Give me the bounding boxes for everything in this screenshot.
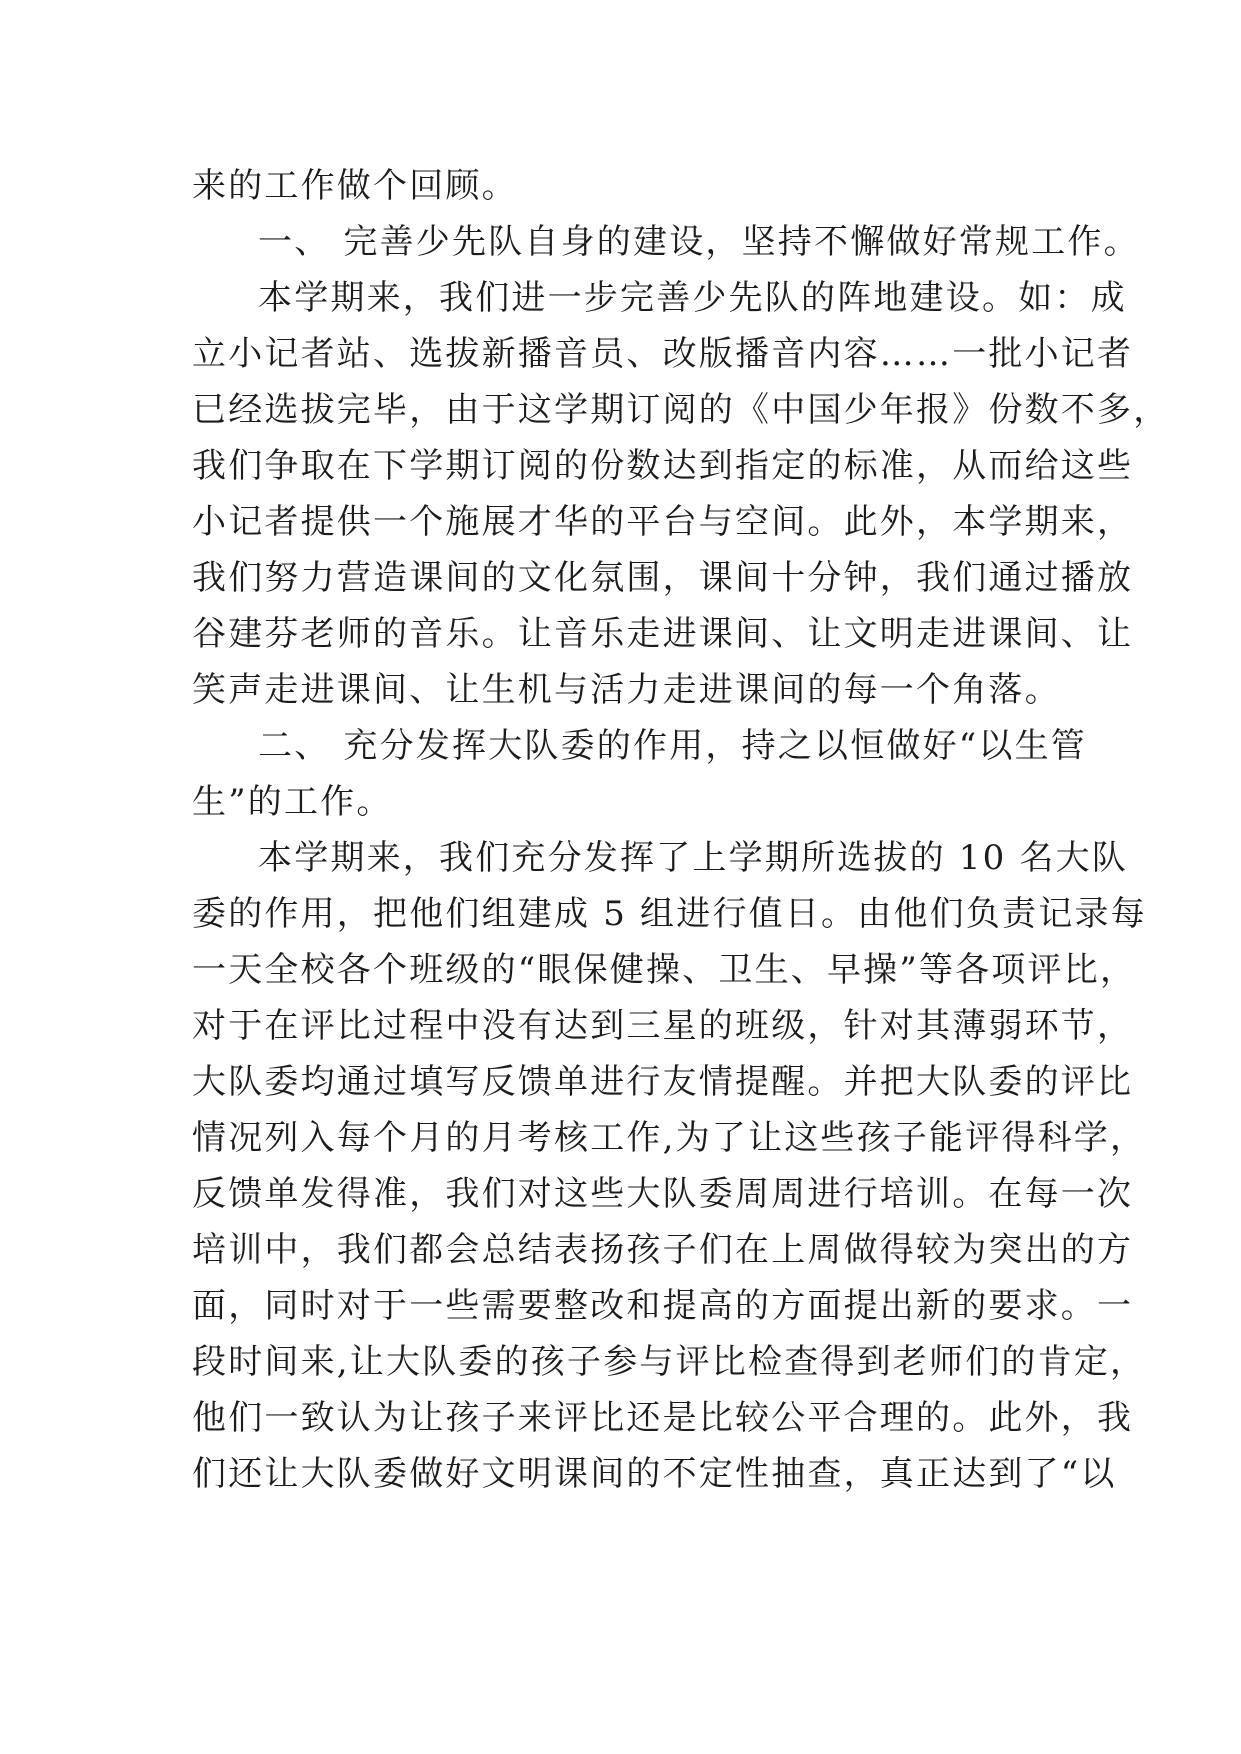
text-line: 已经选拔完毕，由于这学期订阅的《中国少年报》份数不多， — [192, 390, 1170, 430]
section-heading-2: 二、 充分发挥大队委的作用，持之以恒做好“以生管 — [258, 726, 1087, 766]
text-line: 一天全校各个班级的“眼保健操、卫生、早操”等各项评比， — [192, 950, 1137, 990]
text-line: 段时间来,让大队委的孩子参与评比检查得到老师们的肯定， — [192, 1342, 1147, 1382]
text-line: 本学期来，我们进一步完善少先队的阵地建设。如：成 — [258, 278, 1127, 318]
text-line: 立小记者站、选拔新播音员、改版播音内容……一批小记者 — [192, 334, 1134, 374]
text-line: 他们一致认为让孩子来评比还是比较公平合理的。此外，我 — [192, 1398, 1134, 1438]
text-line: 对于在评比过程中没有达到三星的班级，针对其薄弱环节， — [192, 1006, 1134, 1046]
text-line: 生”的工作。 — [192, 782, 393, 822]
text-line: 委的作用，把他们组建成 5 组进行值日。由他们负责记录每 — [192, 894, 1147, 934]
section-heading-1: 一、 完善少先队自身的建设，坚持不懈做好常规工作。 — [258, 222, 1140, 262]
text-line: 反馈单发得准，我们对这些大队委周周进行培训。在每一次 — [192, 1174, 1134, 1214]
text-line: 面，同时对于一些需要整改和提高的方面提出新的要求。一 — [192, 1286, 1134, 1326]
text-line: 情况列入每个月的月考核工作,为了让这些孩子能评得科学， — [192, 1118, 1147, 1158]
text-line: 笑声走进课间、让生机与活力走进课间的每一个角落。 — [192, 670, 1061, 710]
text-line: 本学期来，我们充分发挥了上学期所选拔的 10 名大队 — [258, 838, 1129, 878]
text-line: 谷建芬老师的音乐。让音乐走进课间、让文明走进课间、让 — [192, 614, 1134, 654]
text-line: 我们努力营造课间的文化氛围，课间十分钟，我们通过播放 — [192, 558, 1134, 598]
text-line: 大队委均通过填写反馈单进行友情提醒。并把大队委的评比 — [192, 1062, 1134, 1102]
text-line: 培训中，我们都会总结表扬孩子们在上周做得较为突出的方 — [192, 1230, 1134, 1270]
text-line: 我们争取在下学期订阅的份数达到指定的标准，从而给这些 — [192, 446, 1134, 486]
text-line: 小记者提供一个施展才华的平台与空间。此外，本学期来， — [192, 502, 1134, 542]
text-line: 来的工作做个回顾。 — [192, 166, 518, 206]
text-line: 们还让大队委做好文明课间的不定性抽查，真正达到了“以 — [192, 1454, 1117, 1494]
